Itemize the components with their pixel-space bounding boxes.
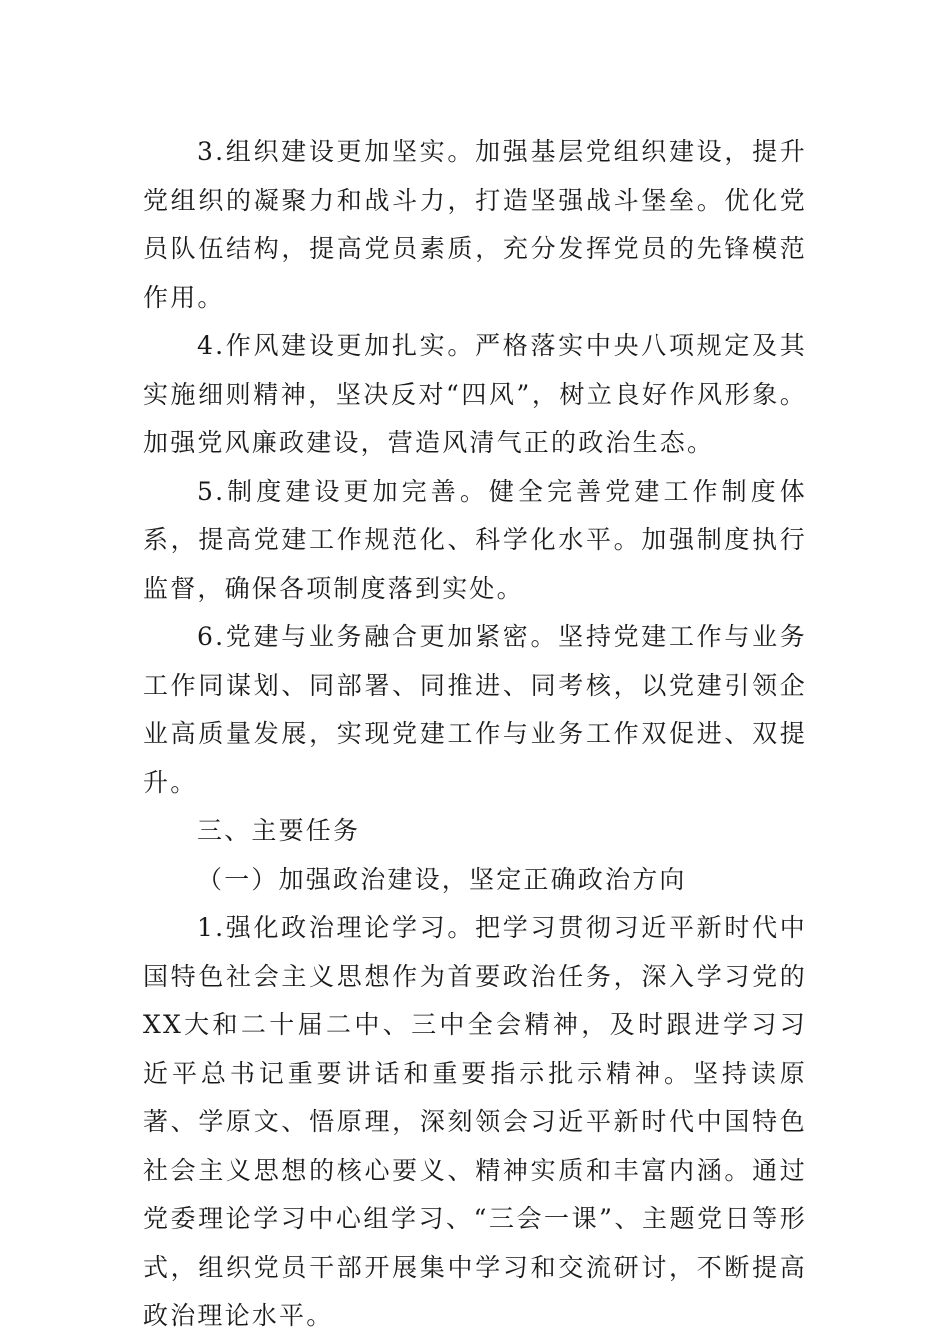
paragraph-task-1: 1.强化政治理论学习。把学习贯彻习近平新时代中国特色社会主义思想作为首要政治任务，深入学习党的XX大和二十届二中、三中全会精神，及时跟进学习习近平总书记重要讲话和重要指示批示精神。坚持读原著、学原文、悟原理，深刻领会习近平新时代中国特色社会主义思想的核心要义、精神实质和丰富内涵。通过党委理论学习中心组学习、“三会一课”、主题党日等形式，组织党员干部开展集中学习和交流研讨，不断提高政治理论水平。 <box>143 913 807 1330</box>
paragraph-goal-6: 6.党建与业务融合更加紧密。坚持党建工作与业务工作同谋划、同部署、同推进、同考核，以党建引领企业高质量发展，实现党建工作与业务工作双促进、双提升。 <box>143 622 807 797</box>
subsection-heading: （一）加强政治建设，坚定正确政治方向 <box>197 864 687 894</box>
paragraph-goal-3: 3.组织建设更加坚实。加强基层党组织建设，提升党组织的凝聚力和战斗力，打造坚强战斗堡垒。优化党员队伍结构，提高党员素质，充分发挥党员的先锋模范作用。 <box>143 137 807 312</box>
section-heading: 三、主要任务 <box>197 816 361 845</box>
document-body <box>143 128 807 1341</box>
paragraph-goal-5: 5.制度建设更加完善。健全完善党建工作制度体系，提高党建工作规范化、科学化水平。加强制度执行监督，确保各项制度落到实处。 <box>143 476 807 603</box>
paragraph-goal-4: 4.作风建设更加扎实。严格落实中央八项规定及其实施细则精神，坚决反对“四风”，树立良好作风形象。加强党风廉政建设，营造风清气正的政治生态。 <box>143 331 807 457</box>
